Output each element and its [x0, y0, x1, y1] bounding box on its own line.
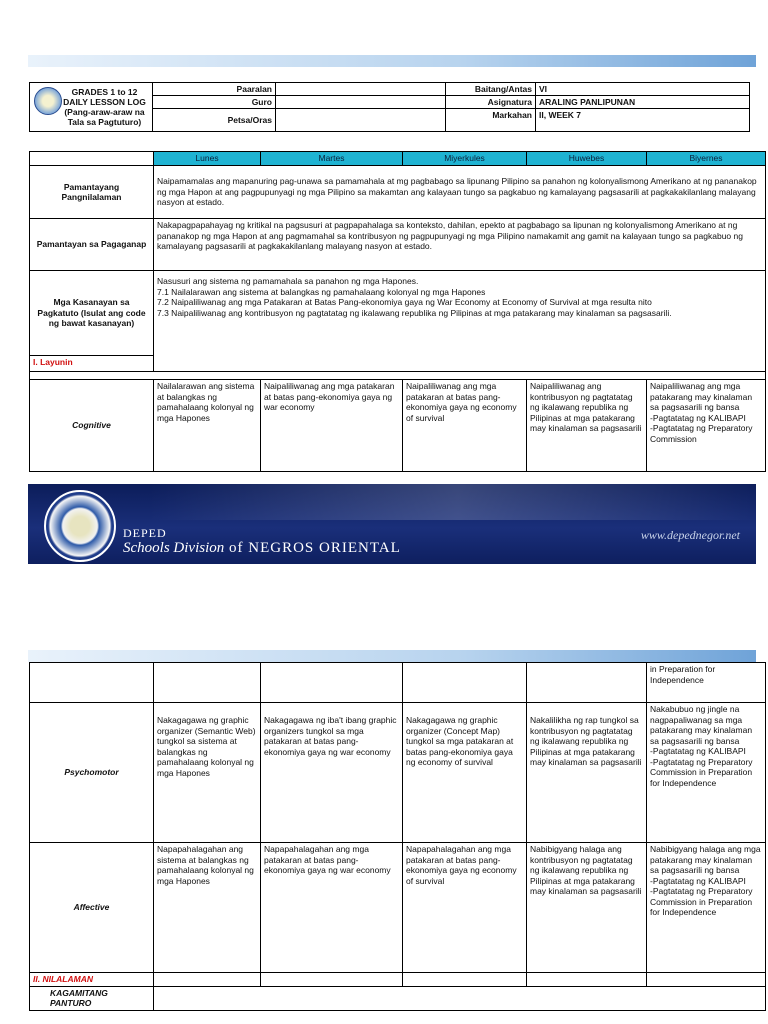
petsa-value — [276, 109, 446, 132]
pamantayang-nilalaman-text: Naipamamalas ang mapanuring pag-unawa sa pamamahala at mg pagbabago sa lipunang Pilipino sa panahon ng kolonyalismong Amerikano at ng pananakop ng mga Hapon at ang pagpupunyagi ng mga Pilipino sa makamtan ang kalayaan tungo sa pagkabuo ng kamalayang pagsasarili at pagkakakilanlang malayang nasyon at estado. — [154, 166, 766, 219]
log-title: DAILY LESSON LOG — [63, 97, 146, 107]
banner-streak — [148, 484, 756, 520]
kasanayan-line: 7.1 Nailalarawan ang sistema at balangkas ng pamahalaang kolonyal ng mga Hapones — [157, 286, 486, 297]
guro-value — [276, 96, 446, 109]
cognitive-label: Cognitive — [30, 380, 154, 472]
day-header-martes: Martes — [261, 152, 403, 166]
nilalaman-martes — [261, 973, 403, 987]
kagamitang-cell — [154, 986, 766, 1010]
nilalaman-miyerkules — [403, 973, 527, 987]
cognitive-huwebes: Naipaliliwanag ang kontribusyon ng pagtatatag ng ikalawang republika ng Pilipinas at mga patakarang may kinalaman sa pagsasarili — [527, 380, 647, 472]
cognitive-martes: Naipaliliwanag ang mga patakaran at batas pang-ekonomiya gaya ng war economy — [261, 380, 403, 472]
paaralan-value — [276, 83, 446, 96]
baitang-label: Baitang/Antas — [446, 83, 536, 96]
affective-biyernes: Nabibigyang halaga ang mga patakarang may kinalaman sa pagsasarili ng bansa -Pagtatatag ng KALIBAPI -Pagtatatag ng Preparatory Commission in Preparation for Independence — [647, 843, 766, 973]
top-decor-band — [28, 55, 756, 67]
kasanayan-line: Nasusuri ang sistema ng pamamahala sa panahon ng mga Hapones. — [157, 276, 419, 286]
nilalaman-lunes — [154, 973, 261, 987]
banner-division-text — [123, 540, 401, 557]
asignatura-label: Asignatura — [446, 96, 536, 109]
lesson-table-page2 — [29, 662, 766, 1011]
kagamitang-label: KAGAMITANG PANTURO — [30, 986, 154, 1010]
guro-label: Guro — [153, 96, 276, 109]
psychomotor-miyerkules: Nakagagawa ng graphic organizer (Concept Map) tungkol sa mga patakaran at batas pang-ekonomiya gaya ng economy of survival — [403, 703, 527, 843]
header-table — [29, 82, 750, 132]
affective-miyerkules: Napapahalagahan ang mga patakaran at batas pang-ekonomiya gaya ng economy of survival — [403, 843, 527, 973]
cognitive-biyernes: Naipaliliwanag ang mga patakarang may kinalaman sa pagsasarili ng bansa -Pagtatatag ng KALIBAPI -Pagtatatag ng Preparatory Commission — [647, 380, 766, 472]
deped-banner — [28, 484, 756, 564]
nilalaman-biyernes — [647, 973, 766, 987]
asignatura-value: ARALING PANLIPUNAN — [536, 96, 750, 109]
pamantayan-pagganap-text: Nakapagpapahayag ng kritikal na pagsusuri at pagpapahalaga sa konteksto, dahilan, epekto at pagbabago sa lipunan ng kolonyalismong Amerikano at ng pananakop ng mga Hapon at ang pagmamahal sa kontribusyon ng pagpupunyagi ng mga Pilipino namakamit ang gamit na kalayaan tungo sa pagkabuo ng kamalayang pagsasarili at pagkakakilanlang malayang nasyon at estado. — [154, 219, 766, 271]
page2-decor-band — [28, 650, 756, 662]
psychomotor-huwebes: Nakalilikha ng rap tungkol sa kontribusyon ng pagtatatag ng ikalawang republika ng Pilipinas at mga patakarang may kinalaman sa pagsasarili — [527, 703, 647, 843]
day-header-lunes: Lunes — [154, 152, 261, 166]
deped-seal-icon — [34, 87, 62, 115]
affective-martes: Napapahalagahan ang mga patakaran at batas pang-ekonomiya gaya ng war economy — [261, 843, 403, 973]
spacer-row — [30, 372, 766, 380]
day-header-biyernes: Biyernes — [647, 152, 766, 166]
pamantayang-nilalaman-label: Pamantayang Pangnilalaman — [30, 166, 154, 219]
kasanayan-label: Mga Kasanayan sa Pagkatuto (Isulat ang code ng bawat kasanayan) — [30, 271, 154, 356]
corner-cell — [30, 152, 154, 166]
continued-martes — [261, 663, 403, 703]
kasanayan-cell — [154, 271, 766, 372]
grades-label: GRADES 1 to 12 — [71, 87, 138, 97]
baitang-value: VI — [536, 83, 750, 96]
affective-huwebes: Nabibigyang halaga ang kontribusyon ng pagtatatag ng ikalawang republika ng Pilipinas at mga patakarang may kinalaman sa pagsasarili — [527, 843, 647, 973]
cognitive-miyerkules: Naipaliliwanag ang mga patakaran at batas pang-ekonomiya gaya ng economy of survival — [403, 380, 527, 472]
school-header-cell — [30, 83, 153, 132]
markahan-label: Markahan — [446, 109, 536, 132]
banner-division-of: of NEGROS ORIENTAL — [224, 540, 401, 556]
department-of-education-seal-icon — [44, 490, 116, 562]
continued-miyerkules — [403, 663, 527, 703]
continued-biyernes: in Preparation for Independence — [647, 663, 766, 703]
paaralan-label: Paaralan — [153, 83, 276, 96]
lesson-table-page1 — [29, 151, 766, 472]
day-header-miyerkules: Miyerkules — [403, 152, 527, 166]
log-subtitle: (Pang-araw-araw na Tala sa Pagtuturo) — [64, 107, 145, 127]
banner-division-script: Schools Division — [123, 540, 225, 556]
continued-huwebes — [527, 663, 647, 703]
continued-label — [30, 663, 154, 703]
nilalaman-huwebes — [527, 973, 647, 987]
continued-lunes — [154, 663, 261, 703]
kasanayan-line: 7.2 Naipaliliwanag ang mga Patakaran at Batas Pang-ekonomiya gaya ng War Economy at Economy of Survival at mga resulta nito — [157, 297, 652, 307]
banner-deped-text: DEPED — [123, 526, 167, 540]
psychomotor-lunes: Nakagagawa ng graphic organizer (Semantic Web) tungkol sa sistema at balangkas ng pamahalaang kolonyal ng mga Hapones — [154, 703, 261, 843]
day-header-huwebes: Huwebes — [527, 152, 647, 166]
petsa-label: Petsa/Oras — [153, 109, 276, 132]
nilalaman-label: II. NILALAMAN — [30, 973, 154, 987]
layunin-label: I. Layunin — [30, 356, 154, 372]
psychomotor-label: Psychomotor — [30, 703, 154, 843]
affective-lunes: Napapahalagahan ang sistema at balangkas ng pamahalaang kolonyal ng mga Hapones — [154, 843, 261, 973]
psychomotor-martes: Nakagagawa ng iba't ibang graphic organizers tungkol sa mga patakaran at batas pang-ekonomiya gaya ng war economy — [261, 703, 403, 843]
pamantayan-pagganap-label: Pamantayan sa Pagaganap — [30, 219, 154, 271]
affective-label: Affective — [30, 843, 154, 973]
banner-website: www.depednegor.net — [640, 528, 740, 542]
kasanayan-line: 7.3 Naipaliliwanag ang kontribusyon ng pagtatatag ng ikalawang republika ng Pilipinas at mga patakarang may kinalaman sa pagsasarili. — [157, 307, 672, 318]
markahan-value: II, WEEK 7 — [536, 109, 750, 132]
psychomotor-biyernes: Nakabubuo ng jingle na nagpapaliwanag sa mga patakarang may kinalaman sa pagsasarili ng bansa -Pagtatatag ng KALIBAPI -Pagtatatag ng Preparatory Commission in Preparation for Independence — [647, 703, 766, 843]
cognitive-lunes: Nailalarawan ang sistema at balangkas ng pamahalaang kolonyal ng mga Hapones — [154, 380, 261, 472]
